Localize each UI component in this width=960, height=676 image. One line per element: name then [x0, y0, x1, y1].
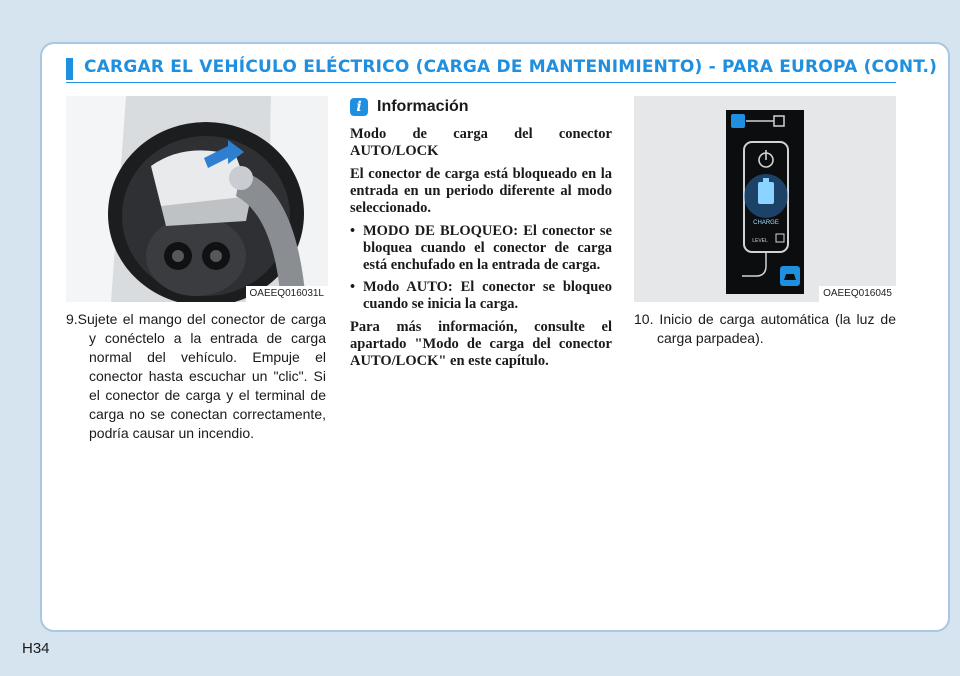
charging-connector-figure — [66, 96, 328, 302]
charging-connector-icon — [66, 96, 328, 302]
step-9-text: 9.Sujete el mango del conector de carga y conéctelo a la entrada de carga normal del vehículo. Empuje el conector hasta escuchar un "clic". Si el conector de carga y el terminal de carga no se conectan correctamente, podría causar un incendio. — [66, 311, 326, 441]
info-box — [350, 96, 612, 370]
heading-accent-bar — [66, 58, 73, 80]
section-heading: CARGAR EL VEHÍCULO ELÉCTRICO (CARGA DE MANTENIMIENTO) - PARA EUROPA (CONT.) — [84, 57, 938, 77]
charge-indicator-label: CHARGE — [753, 220, 779, 226]
charging-indicator-figure — [634, 96, 896, 302]
info-paragraph-3: Para más información, consulte el apartado "Modo de carga del conector AUTO/LOCK" en este capítulo. — [350, 319, 612, 369]
heading-rule — [66, 82, 896, 83]
list-item: • Modo AUTO: El conector se bloqueo cuando se inicia la carga. — [350, 279, 612, 313]
info-paragraph-2: El conector de carga está bloqueado en la entrada en un periodo diferente al modo seleccionado. — [350, 166, 612, 216]
list-item: • MODO DE BLOQUEO: El conector se bloquea cuando el conector de carga está enchufado en la entrada de carga. — [350, 223, 612, 274]
info-title: Información — [377, 98, 469, 115]
info-body — [350, 126, 612, 370]
charging-indicator-icon — [634, 96, 896, 302]
right-column — [634, 310, 896, 348]
info-bullet-list — [350, 223, 612, 313]
step-10-text: 10. Inicio de carga automática (la luz de carga parpadea). — [634, 311, 896, 346]
left-column — [66, 310, 326, 443]
info-paragraph-1: Modo de carga del conector AUTO/LOCK — [350, 126, 612, 159]
level-label: LEVEL — [752, 238, 768, 244]
figure-code: OAEEQ016045 — [819, 286, 896, 302]
page-number: H34 — [22, 640, 50, 657]
figure-code: OAEEQ016031L — [246, 286, 329, 302]
info-header — [350, 96, 612, 118]
info-icon: i — [350, 98, 368, 116]
